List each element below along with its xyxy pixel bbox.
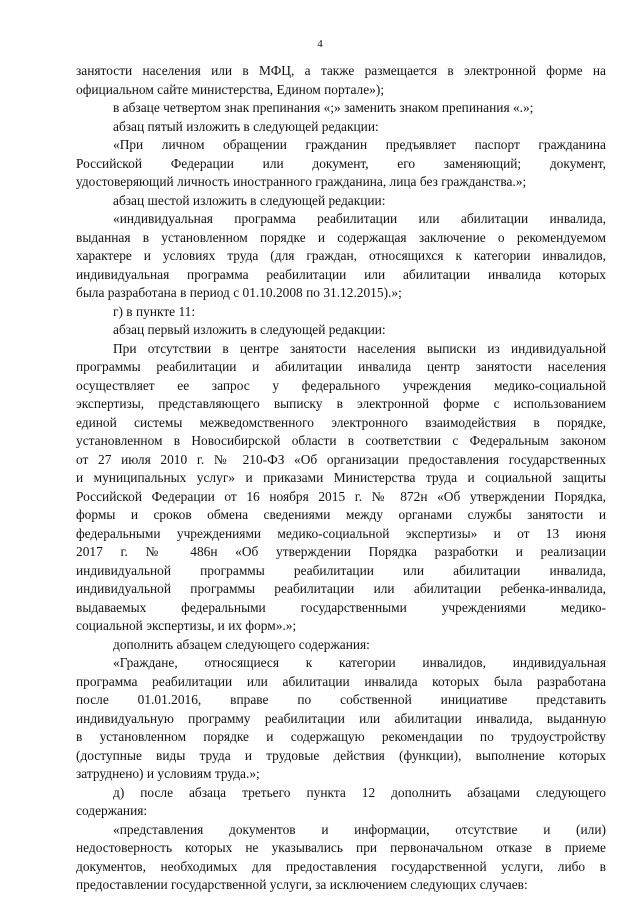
text-line: При отсутствии в центре занятости населения выписки из индивидуальной xyxy=(113,340,606,356)
text-line: Российской Федерации или документ, его заменяющий; документ, xyxy=(76,155,606,171)
text-line: выданная в установленном порядке и содержащая заключение о рекомендуемом xyxy=(76,229,606,245)
page-number: 4 xyxy=(317,38,323,50)
text-line: единой системы межведомственного электронного взаимодействия в порядке, xyxy=(76,414,606,430)
text-line: удостоверяющий личность иностранного гражданина, лица без гражданства.»; xyxy=(76,174,527,189)
text-line: «представления документов и информации, отсутствие и (или) xyxy=(113,821,606,837)
text-line: программы реабилитации и абилитации инвалида центр занятости населения xyxy=(76,359,606,374)
text-line: от 27 июля 2010 г. № 210-ФЗ «Об организации предоставления государственных xyxy=(76,451,606,467)
text-line: в абзаце четвертом знак препинания «;» заменить знаком препинания «.»; xyxy=(113,100,534,115)
text-line: и муниципальных услуг» и приказами Министерства труда и социальной защиты xyxy=(76,470,606,485)
text-line: официальном сайте министерства, Едином портале»); xyxy=(76,81,385,97)
text-line: абзац шестой изложить в следующей редакции: xyxy=(113,192,386,208)
text-line: осуществляет ее запрос у федерального учреждения медико-социальной xyxy=(76,377,606,393)
text-line: абзац пятый изложить в следующей редакции: xyxy=(113,118,379,134)
text-line: абзац первый изложить в следующей редакции: xyxy=(113,322,386,337)
text-line: социальной экспертизы, и их форм».»; xyxy=(76,618,297,633)
text-line: выдаваемых федеральными государственными учреждениями медико- xyxy=(76,599,606,615)
text-line: была разработана в период с 01.10.2008 по 31.12.2015).»; xyxy=(76,285,402,300)
text-line: формы и сроков обмена сведениями между органами службы занятости и xyxy=(76,507,606,522)
document-body xyxy=(76,62,606,895)
text-line: затруднено) и условиям труда.»; xyxy=(76,766,260,781)
text-line: (доступные виды труда и трудовые действия (функции), выполнение которых xyxy=(76,747,606,763)
text-line: дополнить абзацем следующего содержания: xyxy=(113,636,370,652)
text-line: индивидуальной программы реабилитации или абилитации инвалида, xyxy=(76,562,606,578)
text-line: установленном в Новосибирской области в соответствии с Федеральным законом xyxy=(76,433,606,448)
text-line: д) после абзаца третьего пункта 12 дополнить абзацами следующего xyxy=(113,784,606,800)
text-line: Российской Федерации от 16 ноября 2015 г. № 872н «Об утверждении Порядка, xyxy=(76,488,606,504)
text-line: документов, необходимых для предоставления государственной услуги, либо в xyxy=(76,858,606,874)
text-line: федеральными учреждениями медико-социальной экспертизы» и от 13 июня xyxy=(76,525,606,541)
text-line: «индивидуальная программа реабилитации или абилитации инвалида, xyxy=(113,211,606,226)
text-line: «При личном обращении гражданин предъявляет паспорт гражданина xyxy=(113,137,606,152)
text-line: после 01.01.2016, вправе по собственной инициативе представить xyxy=(76,692,606,707)
text-line: 2017 г. № 486н «Об утверждении Порядка разработки и реализации xyxy=(76,544,606,559)
text-line: индивидуальной программы реабилитации или абилитации ребенка-инвалида, xyxy=(76,581,606,596)
text-line: занятости населения или в МФЦ, а также размещается в электронной форме на xyxy=(76,63,606,78)
text-line: индивидуальную программу реабилитации или абилитации инвалида, выданную xyxy=(76,710,606,726)
text-line: содержания: xyxy=(76,803,148,818)
text-line: экспертизы, представляющего выписку в электронной форме с использованием xyxy=(76,396,606,411)
text-line: индивидуальная программа реабилитации или абилитации инвалида которых xyxy=(76,266,606,282)
text-line: в установленном порядке и содержащую рекомендации по трудоустройству xyxy=(76,729,606,744)
text-line: «Граждане, относящиеся к категории инвалидов, индивидуальная xyxy=(113,655,606,670)
text-line: программа реабилитации или абилитации инвалида которых была разработана xyxy=(76,673,606,689)
text-line: предоставлении государственной услуги, за исключением следующих случаев: xyxy=(76,877,528,892)
text-line: г) в пункте 11: xyxy=(113,303,196,319)
text-line: недостоверность которых не указывались при первоначальном отказе в приеме xyxy=(76,840,606,855)
text-line: характере и условиях труда (для граждан, относящихся к категории инвалидов, xyxy=(76,248,606,263)
